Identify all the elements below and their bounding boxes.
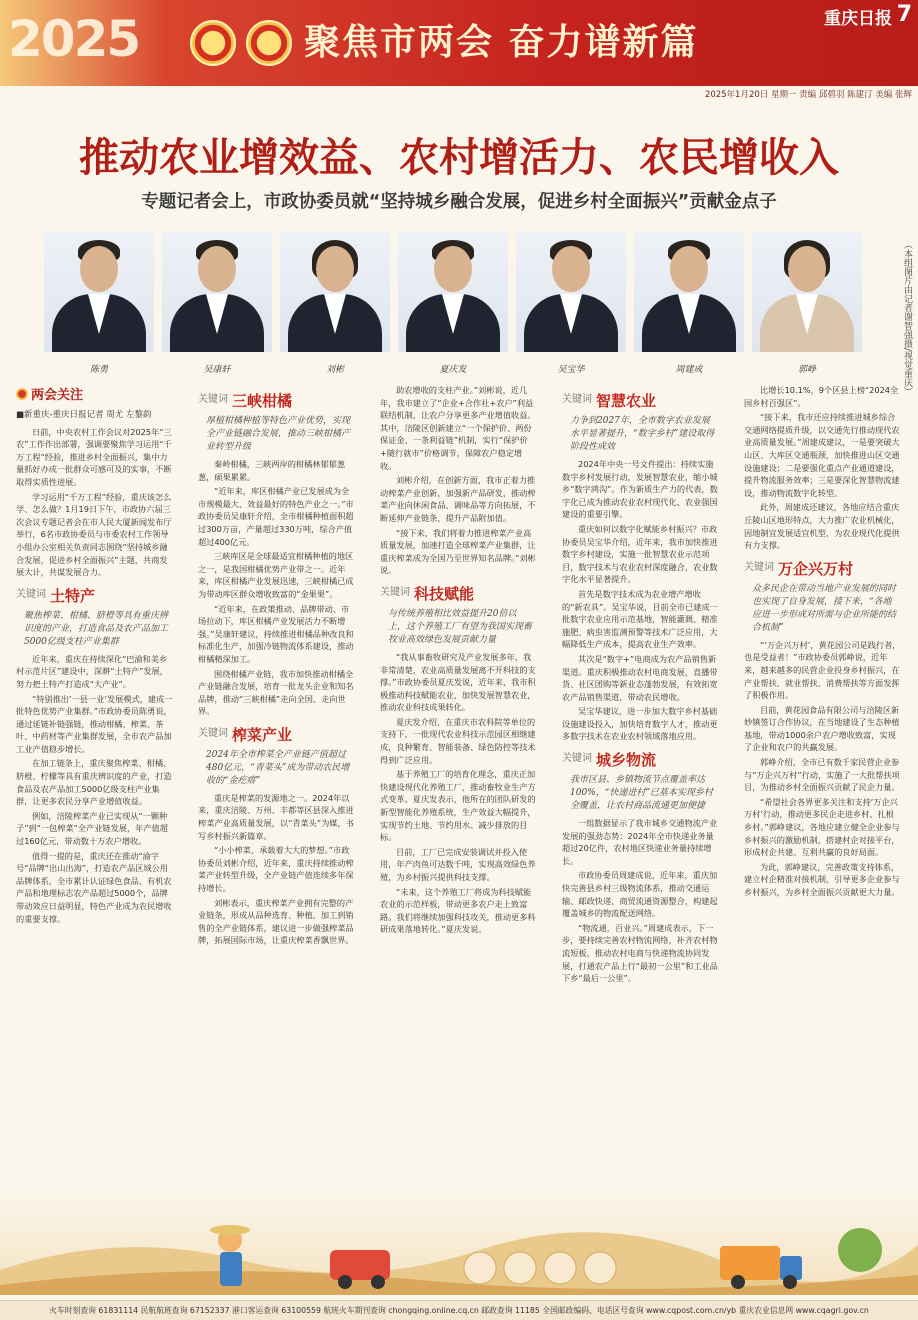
paragraph: “‘万企兴万村’，黄花园公司是践行者，也是受益者！”市政协委员郭峥说，近年来，越来越多的民营企业投身乡村振兴，在产业帮扶、就业帮扶、消费帮扶等方面发挥了积极作用。 xyxy=(744,639,901,701)
paragraph: “特别推出‘一县一业’发展模式，建成一批特色优势产业集群。”市政协委员陈勇说，通过延链补链强链，推动柑橘、榨菜、茶叶、中药材等产业集群发展，全市农产品加工业产值稳步增长。 xyxy=(16,693,173,754)
paragraph: 近年来，重庆在持续深化“巴渝和美乡村示范片区”建设中，深耕“土特产”发展，努力把土特产打造成“大产业”。 xyxy=(16,653,168,689)
section-lead: 与传统养殖相比效益提升20倍以上，这个养殖工厂有望为我国实现畜牧业高效绿色发展贡献力量 xyxy=(388,608,533,645)
paragraph: 一组数据显示了我市城乡交通物流产业发展的强劲态势：2024年全市快递业务量超过20亿件，农村地区快递业务量持续增长。 xyxy=(562,818,718,866)
byline: ■新重庆-重庆日报记者 周尤 左黎韵 xyxy=(16,410,152,420)
paragraph: 为此，郭峥建议，完善政策支持体系，建立村企精准对接机制，引导更多企业参与乡村振兴，为乡村全面振兴贡献更大力量。 xyxy=(744,861,900,897)
paragraph: 郭峥介绍，全市已有数千家民营企业参与“万企兴万村”行动，实施了一大批帮扶项目，为推动乡村全面振兴贡献了民企力量。 xyxy=(744,757,900,793)
portrait-name: 周建成 xyxy=(675,365,703,375)
paragraph: 重庆是榨菜的发源地之一。2024年以来，重庆涪陵、万州、丰都等区县深入推进榨菜产业高质量发展，以“青菜头”为媒，书写乡村振兴新篇章。 xyxy=(198,792,354,841)
section-heading: 关键词 土特产 xyxy=(16,586,96,605)
article-body xyxy=(16,384,906,1204)
paragraph: 围绕柑橘产业链，我市加快推动柑橘全产业链融合发展，培育一批龙头企业和知名品牌，推动“三峡柑橘”走向全国、走向世界。 xyxy=(198,668,354,717)
article-column-2 xyxy=(198,384,356,1204)
straw-hat-icon xyxy=(210,1225,250,1235)
paragraph: “希望社会各界更多关注和支持‘万企兴万村’行动，推动更多民企走进乡村、扎根乡村。”郭峥建议，各地应建立健全企业参与乡村振兴的激励机制，搭建村企对接平台，形成村企共建、互利共赢的良好局面。 xyxy=(744,796,900,858)
section-heading: 关键词 科技赋能 xyxy=(380,584,475,603)
portrait-name: 吴宝华 xyxy=(557,365,585,375)
portrait-row xyxy=(44,232,884,362)
date-editor-line: 2025年1月20日 星期一 责编 邱碧羽 陈建汀 美编 张辉 xyxy=(704,90,912,100)
photo-caption: （本组图片由记者谢智强摄/视觉重庆） xyxy=(902,240,912,397)
portrait-name: 吴康轩 xyxy=(203,365,231,375)
article-column-5 xyxy=(744,384,902,1204)
portrait-photo xyxy=(752,232,862,352)
paragraph: “物流通，百业兴。”周建成表示，下一步，要持续完善农村物流网络，补齐农村物流短板，推动农村电商与快递物流协同发展，打通农产品上行“最初一公里”和工业品下乡“最后一公里”。 xyxy=(562,922,718,984)
cppcc-badge-icon xyxy=(16,388,28,400)
paragraph: 夏庆发介绍，在重庆市农科院等单位的支持下，一批现代农业科技示范园区相继建成，良种繁育、智能装备、绿色防控等技术得到广泛应用。 xyxy=(380,716,536,765)
paragraph: 刘彬表示，重庆榨菜产业拥有完整的产业链条，形成从品种选育、种植、加工到销售的全产业链体系，建议进一步做强榨菜品牌，拓展国际市场，让重庆榨菜香飘世界。 xyxy=(198,897,354,946)
paragraph: “我从事畜牧研究及产业发展多年，我非常清楚，农业高质量发展离不开科技的支撑。”市政协委员夏庆发说，近年来，我市积极推动科技赋能农业，加快发展智慧农业，推动农业科技成果转化。 xyxy=(380,651,536,713)
paragraph: 基于养殖工厂的培育化理念，重庆正加快建设现代化养殖工厂，推动畜牧业生产方式变革。夏庆发表示，他所在的团队研发的新型智能化养殖系统，生产效益大幅提升，实现节约土地、节约用水、减少排放的目标。 xyxy=(380,769,536,843)
paragraph: 2024年中央一号文件提出：持续实施数字乡村发展行动，发展智慧农业，缩小城乡“数字鸿沟”。作为新质生产力的代表，数字化已成为推动农业农村现代化、农业强国建设的重要引擎。 xyxy=(562,459,718,520)
section-lead: 2024年全市榨菜全产业链产值超过480亿元，“青菜头”成为带动农民增收的“金疙瘩” xyxy=(206,749,350,786)
section-heading: 关键词 榨菜产业 xyxy=(198,725,293,744)
leaf-badge-icon xyxy=(504,1252,536,1284)
vegetable-basket-icon xyxy=(838,1228,882,1272)
paragraph: 其次是“数字+”电商成为农产品销售新渠道。重庆积极推动农村电商发展，直播带货、社区团购等新业态蓬勃发展，有效拓宽农产品销售渠道，带动农民增收。 xyxy=(562,653,718,702)
portrait-photo xyxy=(516,232,626,352)
section-lead: 众多民企在带动当地产业发展的同时也实现了自身发展，接下来，“各地应进一步形成对所需与企业所能的结合机制” xyxy=(752,583,897,633)
paragraph: 值得一提的是，重庆还在推动“渝字号”品牌“出山出海”，打造农产品区域公用品牌体系，全市累计认证绿色食品、有机农产品和地理标志农产品超过5000个，品牌带动效应日益明显，特色产业成为农民增收的重要支撑。 xyxy=(16,850,172,924)
paragraph: 学习运用“千万工程”经验，重庆该怎么学、怎么做？1月19日下午，市政协六届三次会议专题记者会在市人民大厦新闻发布厅举行，6名市政协委员与市委农村工作领导小组办公室相关负责同志围绕“坚持城乡融合发展，促进乡村全面振兴”主题，共商发展大计，共谋发展合力。 xyxy=(16,491,172,578)
portrait-name: 陈勇 xyxy=(89,365,108,375)
footer-service-line: 火车时刻查询 61831114 民航航班查询 67152337 港口客运查询 63100559 航班火车期刊查询 chongqing.online.cq.cn 邮政查询 11185 全国邮政编码、电话区号查询 www.cqpost.com.cn/yb 重庆农业信息网 www.cqagri.gov.cn xyxy=(0,1300,918,1320)
section-heading: 关键词 智慧农业 xyxy=(562,392,657,410)
paragraph: “未来，这个养殖工厂将成为科技赋能农业的示范样板，带动更多农户走上致富路。我们将继续加强科技攻关，推动更多科研成果落地转化。”夏庆发说。 xyxy=(380,886,536,935)
illustration-svg xyxy=(0,1190,918,1295)
farmer-body xyxy=(220,1252,242,1286)
masthead-banner xyxy=(0,0,918,86)
paragraph: 比增长10.1%，9个区县上榜“2024全国乡村百强区”。 xyxy=(744,385,899,408)
paragraph: 市政协委员周建成说，近年来，重庆加快完善县乡村三级物流体系，推动交通运输、邮政快递、商贸流通资源整合，构建起覆盖城乡的物流配送网络。 xyxy=(562,870,718,919)
paragraph: 三峡库区是全球最适宜柑橘种植的地区之一，是我国柑橘优势产业带之一。近年来，库区柑橘产业发展迅速，三峡柑橘已成为带动库区群众增收致富的“金果果”。 xyxy=(198,551,354,599)
section-lead: 我市区县、乡镇物流节点覆盖率达100%，“快递进村”已基本实现乡村全覆盖，让农村商品流通更加便捷 xyxy=(570,775,713,812)
section-lead: 聚焦榨菜、柑橘、脐橙等具有重庆辨识度的产业，打造食品及农产品加工5000亿级支柱产业集群 xyxy=(24,610,169,647)
year-mark: 2025 xyxy=(8,10,140,68)
paragraph: “接下来，我市还应持续推进城乡综合交通网络提质升级，以交通先行推动现代农业高质量发展。”周建成建议，一是要突破大山区、大库区交通瓶颈，加快推进山区交通设施建设；二是要强化重点产业通道建设，提升物流服务效率；三是要深化智慧物流建设，推动物流数字化转型。 xyxy=(744,412,900,498)
column-slogan: 聚焦市两会 奋力谱新篇 xyxy=(304,21,699,63)
paragraph: 例如，涪陵榨菜产业已实现从“一颗种子”到“一包榨菜”全产业链发展，年产值超过160亿元，带动数十万农户增收。 xyxy=(16,810,168,847)
paragraph: “小小榨菜，承载着大大的梦想。”市政协委员刘彬介绍，近年来，重庆持续推动榨菜产业转型升级，全产业链产值连续多年保持增长。 xyxy=(198,845,354,894)
section-lead: 厚植柑橘种植等特色产业优势，实现全产业链融合发展，推动三峡柑橘产业转型升级 xyxy=(206,416,351,452)
subtitle: 专题记者会上，市政协委员就“坚持城乡融合发展，促进乡村全面振兴”贡献金点子 xyxy=(141,192,777,212)
newspaper-name: 重庆日报 xyxy=(824,9,892,29)
portrait-photo xyxy=(162,232,272,352)
paragraph: 在加工链条上，重庆聚焦榨菜、柑橘、脐橙、柠檬等具有重庆辨识度的产业，打造食品及农产品加工5000亿级支柱产业集群，让更多农民分享产业增值收益。 xyxy=(16,758,172,807)
article-column-3 xyxy=(380,384,538,1204)
portrait-photo xyxy=(634,232,744,352)
paragraph: 助农增收的支柱产业。”刘彬说，近几年，我市建立了“企业+合作社+农户”利益联结机制，让农户分享更多产业增值收益。其中，涪陵区创新建立“一个保护价、两份保证金、一条利益链”机制，实行“保护价+随行就市”价格调节，保障农户稳定增收。 xyxy=(380,385,536,471)
paragraph: 日前，中央农村工作会议对2025年“三农”工作作出部署，强调要聚焦学习运用“千万工程”经验，推进乡村全面振兴，集中力量抓好办成一批群众可感可及的实事，不断取得实质性进展。 xyxy=(16,426,172,487)
delivery-truck-icon xyxy=(720,1246,780,1280)
cppcc-emblem-icon xyxy=(246,20,292,66)
paragraph: 目前，黄花园食品有限公司与涪陵区新妙镇签订合作协议，在当地建设了生态种植基地，带动1000余户农户增收致富，实现了企业和农户的共赢发展。 xyxy=(744,704,900,753)
paragraph: “接下来，我们将着力推进榨菜产业高质量发展，加速打造全球榨菜产业集群，让重庆榨菜成为全国乃至世界知名品牌。”刘彬说。 xyxy=(380,527,536,576)
grain-badge-icon xyxy=(584,1252,616,1284)
paragraph: 首先是数字技术成为农业增产增收的“新农具”。吴宝华说，目前全市已建成一批数字农业应用示范基地，智能灌溉、精准施肥、病虫害监测预警等技术广泛应用，大幅降低生产成本，提高农业生产效率。 xyxy=(562,588,718,650)
paragraph: 吴宝华建议，进一步加大数字乡村基础设施建设投入，加快培育数字人才，推动更多数字技术在农业农村领域落地应用。 xyxy=(562,706,718,742)
water-drop-badge-icon xyxy=(464,1252,496,1284)
section-lead: 力争到2027年，全市数字农业发展水平显著提升，“数字乡村”建设取得阶段性成效 xyxy=(570,416,715,452)
portrait-photo xyxy=(280,232,390,352)
paragraph: “近年来，库区柑橘产业已发展成为全市规模最大、效益最好的特色产业之一。”市政协委员吴康轩介绍，全市柑橘种植面积超过300万亩，产量超过330万吨，综合产值超过400亿元。 xyxy=(198,486,354,547)
paragraph: 重庆如何以数字化赋能乡村振兴？市政协委员吴宝华介绍，近年来，我市加快推进数字乡村建设，实施一批智慧农业示范项目，数字技术与农业农村深度融合，农业数字化水平显著提升。 xyxy=(562,523,718,585)
paragraph: 秦岭柑橘，三峡两岸的柑橘林郁郁葱葱，硕果累累。 xyxy=(198,459,346,482)
section-heading: 关键词 三峡柑橘 xyxy=(198,392,293,410)
section-tag: 两会关注 xyxy=(16,384,174,403)
harvester-icon xyxy=(330,1250,390,1280)
portrait-photo xyxy=(398,232,508,352)
percent-badge-icon xyxy=(544,1252,576,1284)
article-column-4 xyxy=(562,384,720,1204)
article-column-1 xyxy=(16,384,174,1204)
section-heading: 关键词 城乡物流 xyxy=(562,751,657,770)
rural-illustration xyxy=(0,1190,918,1295)
headline: 推动农业增效益、农村增活力、农民增收入 xyxy=(79,135,839,181)
portrait-name: 刘彬 xyxy=(325,365,344,375)
paragraph: “近年来，在政策推动、品牌带动、市场拉动下，库区柑橘产业发展活力不断增强。”吴康轩建议，持续推进柑橘品种改良和标准化生产，加强冷链物流体系建设，推动柑橘精深加工。 xyxy=(198,603,354,664)
page-number: 7 xyxy=(896,2,912,27)
paragraph: 此外，周建成还建议，各地应结合重庆丘陵山区地形特点，大力推广农业机械化，因地制宜发展适宜机型，为农业现代化提供有力支撑。 xyxy=(744,502,900,551)
paragraph: 刘彬介绍，在创新方面，我市正着力推动榨菜产业创新，加强新产品研发，推动榨菜产业向休闲食品、调味品等方向拓展，不断延伸产业链条，提升产品附加值。 xyxy=(380,475,536,523)
portrait-name: 夏庆发 xyxy=(439,365,467,375)
paragraph: 目前，工厂已完成安装调试并投入使用，年产肉鱼可达数千吨，实现高效绿色养殖，为乡村振兴提供科技支撑。 xyxy=(380,846,536,882)
portrait-photo xyxy=(44,232,154,352)
portrait-name: 郭峥 xyxy=(797,365,816,375)
national-emblem-icon xyxy=(190,20,236,66)
section-heading: 关键词 万企兴万村 xyxy=(744,559,854,578)
